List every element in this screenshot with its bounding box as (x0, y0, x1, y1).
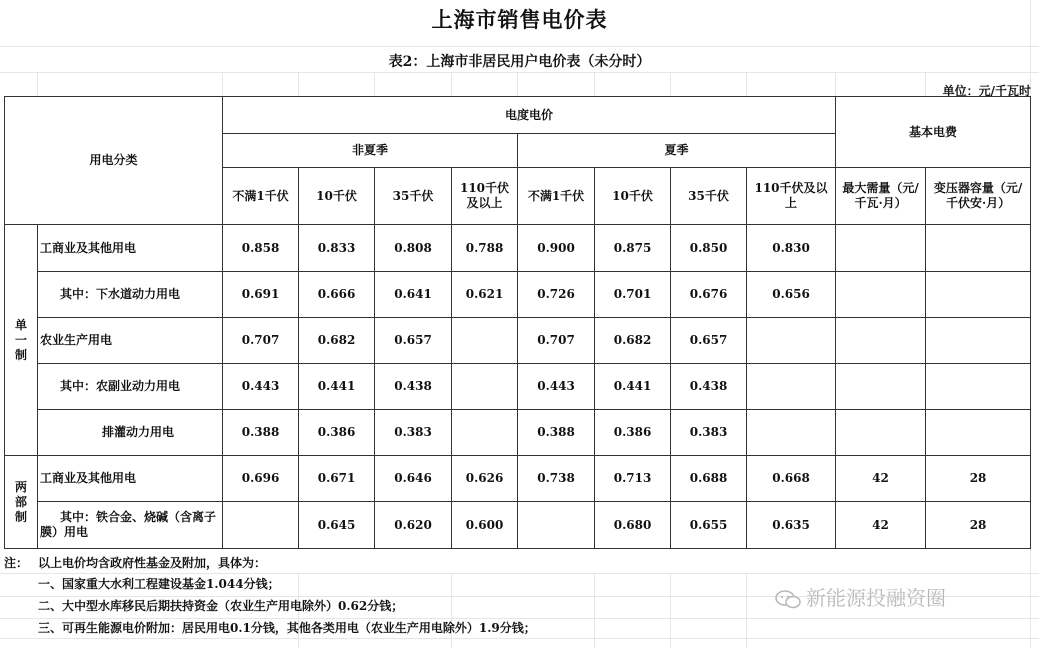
price-cell: 0.645 (299, 502, 375, 549)
row-label: 其中：农副业动力用电 (38, 364, 223, 410)
watermark-text: 新能源投融资圈 (806, 586, 946, 610)
price-cell: 0.383 (671, 410, 747, 456)
price-cell: 0.707 (223, 318, 299, 364)
row-label: 排灌动力用电 (38, 410, 223, 456)
price-cell: 0.441 (595, 364, 671, 410)
price-cell: 0.657 (375, 318, 452, 364)
row-label: 农业生产用电 (38, 318, 223, 364)
header-summer: 夏季 (518, 134, 836, 168)
price-cell: 0.621 (452, 272, 518, 318)
table-row (5, 318, 1031, 364)
price-cell: 0.620 (375, 502, 452, 549)
page-title: 上海市销售电价表 (431, 7, 608, 32)
price-cell: 0.858 (223, 225, 299, 272)
price-cell (518, 502, 595, 549)
price-cell: 0.808 (375, 225, 452, 272)
price-cell: 0.641 (375, 272, 452, 318)
price-cell: 0.833 (299, 225, 375, 272)
price-cell: 0.666 (299, 272, 375, 318)
row-label: 其中：铁合金、烧碱（含离子膜）用电 (38, 502, 223, 549)
table-row (5, 225, 1031, 272)
notes-prefix: 注： (4, 556, 29, 570)
price-cell: 0.900 (518, 225, 595, 272)
price-table (4, 96, 1031, 549)
price-cell: 0.443 (223, 364, 299, 410)
header-voltage-35-summer: 35千伏 (671, 168, 747, 225)
wechat-icon (774, 590, 802, 610)
price-cell: 0.830 (747, 225, 836, 272)
price-cell: 0.443 (518, 364, 595, 410)
header-energy-price: 电度电价 (223, 97, 836, 134)
price-cell: 0.441 (299, 364, 375, 410)
header-voltage-110-summer: 110千伏及以上 (747, 168, 836, 225)
transformer-cell: 28 (926, 502, 1031, 549)
price-cell: 0.676 (671, 272, 747, 318)
demand-cell (836, 225, 926, 272)
header-voltage-lt1-summer: 不满1千伏 (518, 168, 595, 225)
price-cell: 0.388 (223, 410, 299, 456)
price-cell: 0.788 (452, 225, 518, 272)
price-cell (223, 502, 299, 549)
row-label: 工商业及其他用电 (38, 456, 223, 502)
watermark (774, 582, 946, 611)
demand-cell (836, 410, 926, 456)
group-two-part-label: 两部制 (14, 479, 27, 524)
demand-cell (836, 272, 926, 318)
row-label: 工商业及其他用电 (38, 225, 223, 272)
price-cell: 0.656 (747, 272, 836, 318)
price-cell: 0.688 (671, 456, 747, 502)
group-single (5, 225, 38, 456)
demand-cell: 42 (836, 502, 926, 549)
price-cell: 0.682 (595, 318, 671, 364)
transformer-cell (926, 364, 1031, 410)
price-cell: 0.635 (747, 502, 836, 549)
price-cell: 0.701 (595, 272, 671, 318)
price-cell: 0.671 (299, 456, 375, 502)
price-cell (452, 318, 518, 364)
table-row (5, 502, 1031, 549)
transformer-cell (926, 410, 1031, 456)
price-cell: 0.657 (671, 318, 747, 364)
price-cell: 0.386 (595, 410, 671, 456)
group-single-label: 单一制 (14, 317, 27, 362)
price-cell: 0.696 (223, 456, 299, 502)
price-cell: 0.682 (299, 318, 375, 364)
price-cell: 0.668 (747, 456, 836, 502)
page-subtitle: 表2：上海市非居民用户电价表（未分时） (388, 54, 651, 70)
price-cell: 0.386 (299, 410, 375, 456)
group-two-part (5, 456, 38, 549)
table-row (5, 364, 1031, 410)
price-cell: 0.626 (452, 456, 518, 502)
price-cell (747, 364, 836, 410)
price-cell (747, 410, 836, 456)
price-cell: 0.680 (595, 502, 671, 549)
price-cell: 0.655 (671, 502, 747, 549)
transformer-cell (926, 225, 1031, 272)
demand-cell: 42 (836, 456, 926, 502)
header-category: 用电分类 (5, 97, 223, 225)
table-row (5, 410, 1031, 456)
note-line-2: 一、国家重大水利工程建设基金1.044分钱； (38, 577, 280, 591)
table-row (5, 456, 1031, 502)
price-cell: 0.691 (223, 272, 299, 318)
price-cell: 0.438 (671, 364, 747, 410)
price-cell: 0.388 (518, 410, 595, 456)
header-max-demand: 最大需量（元/千瓦·月） (836, 168, 926, 225)
table-row (5, 272, 1031, 318)
price-cell: 0.738 (518, 456, 595, 502)
price-cell: 0.646 (375, 456, 452, 502)
header-transformer: 变压器容量（元/千伏安·月） (926, 168, 1031, 225)
price-cell: 0.875 (595, 225, 671, 272)
header-voltage-10-summer: 10千伏 (595, 168, 671, 225)
note-line-3: 二、大中型水库移民后期扶持资金（农业生产用电除外）0.62分钱； (38, 599, 404, 613)
header-basic-fee: 基本电费 (836, 97, 1031, 168)
row-label: 其中：下水道动力用电 (38, 272, 223, 318)
price-cell: 0.713 (595, 456, 671, 502)
header-voltage-35: 35千伏 (375, 168, 452, 225)
price-cell: 0.726 (518, 272, 595, 318)
price-cell (452, 364, 518, 410)
price-cell: 0.383 (375, 410, 452, 456)
header-voltage-lt1: 不满1千伏 (223, 168, 299, 225)
demand-cell (836, 318, 926, 364)
demand-cell (836, 364, 926, 410)
price-cell: 0.438 (375, 364, 452, 410)
price-cell: 0.707 (518, 318, 595, 364)
note-line-4: 三、可再生能源电价附加：居民用电0.1分钱，其他各类用电（农业生产用电除外）1.9分钱； (38, 621, 536, 635)
unit-label: 单位：元/千瓦时 (942, 84, 1031, 98)
header-voltage-110: 110千伏及以上 (452, 168, 518, 225)
header-voltage-10: 10千伏 (299, 168, 375, 225)
price-cell (747, 318, 836, 364)
price-cell: 0.600 (452, 502, 518, 549)
price-cell (452, 410, 518, 456)
transformer-cell: 28 (926, 456, 1031, 502)
transformer-cell (926, 272, 1031, 318)
transformer-cell (926, 318, 1031, 364)
price-cell: 0.850 (671, 225, 747, 272)
header-non-summer: 非夏季 (223, 134, 518, 168)
note-line-1: 以上电价均含政府性基金及附加，具体为： (38, 556, 267, 570)
